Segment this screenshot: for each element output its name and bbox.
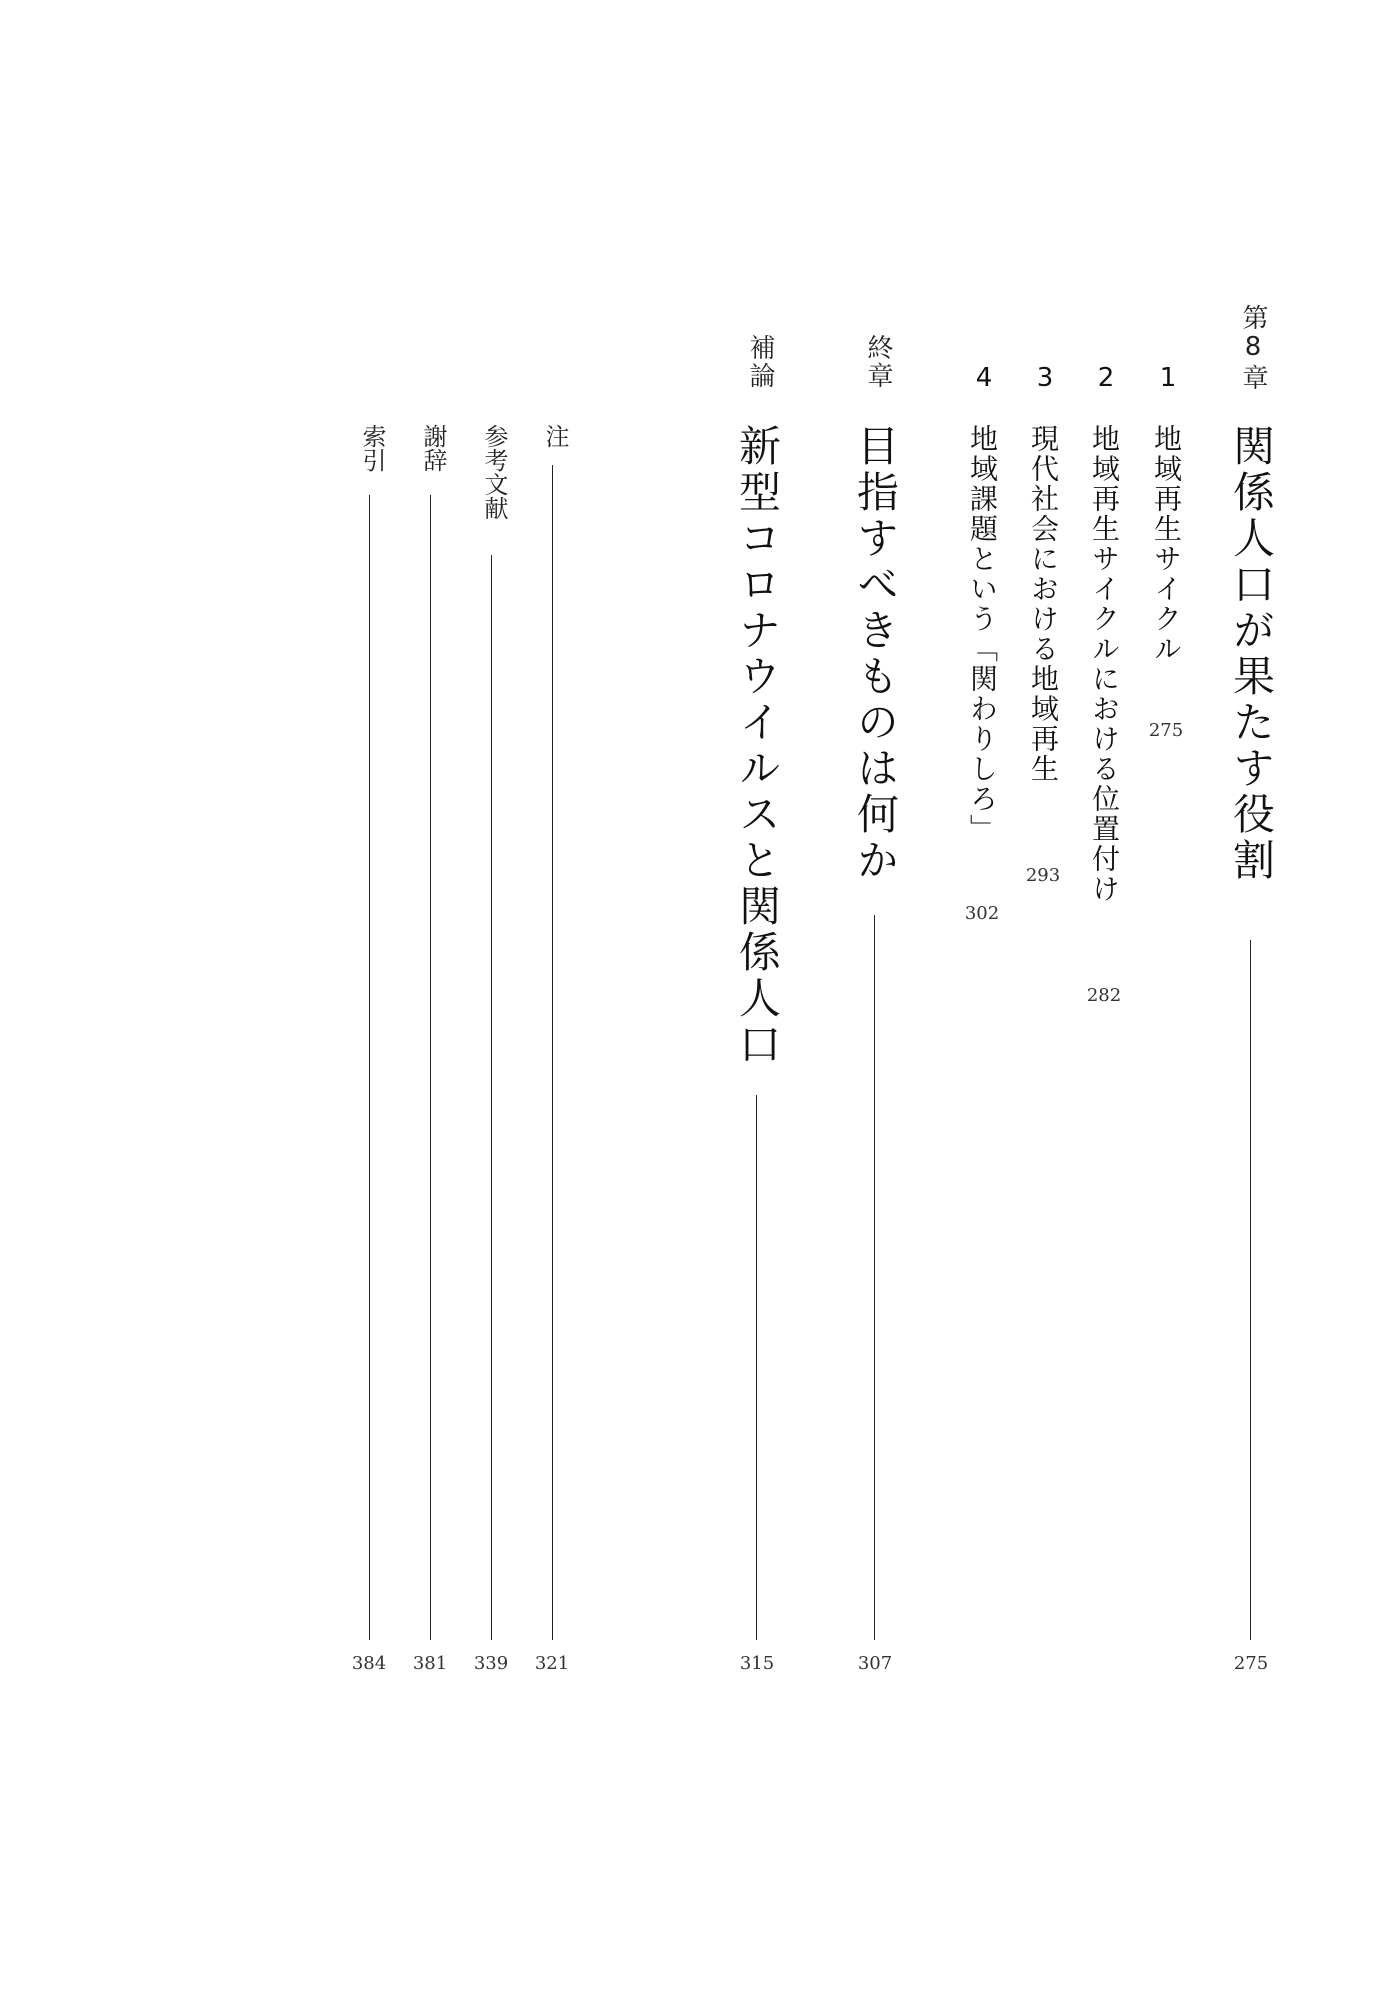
page-number: 321: [534, 1653, 570, 1674]
leader-line: [1250, 940, 1251, 1640]
section-number: 4: [975, 363, 993, 393]
section-number: 2: [1097, 363, 1115, 393]
leader-line: [430, 495, 431, 1640]
backmatter-title: 索引: [358, 424, 386, 472]
section-title: 地域再生サイクルにおける位置付け: [1088, 424, 1121, 904]
leader-line: [491, 555, 492, 1640]
page-number: 302: [964, 903, 1000, 924]
chapter-title: 関係人口が果たす役割: [1227, 424, 1276, 884]
backmatter-title: 参考文献: [480, 424, 508, 520]
chapter-title: 新型コロナウイルスと関係人口: [733, 424, 782, 1068]
section-number: 3: [1036, 363, 1054, 393]
chapter-label: 終章: [863, 334, 893, 390]
leader-line: [369, 495, 370, 1640]
page-number: 339: [473, 1653, 509, 1674]
backmatter-title: 謝辞: [419, 424, 447, 472]
leader-line: [874, 915, 875, 1640]
section-title: 現代社会における地域再生: [1027, 424, 1060, 784]
page-number: 307: [857, 1653, 893, 1674]
leader-line: [756, 1095, 757, 1640]
page-number: 381: [412, 1653, 448, 1674]
section-title: 地域再生サイクル: [1150, 424, 1183, 664]
chapter-title: 目指すべきものは何か: [851, 424, 900, 884]
chapter-label: 第8章: [1238, 304, 1268, 392]
page-number: 275: [1233, 1653, 1269, 1674]
section-number: 1: [1159, 363, 1177, 393]
leader-line: [552, 465, 553, 1640]
section-title: 地域課題という「関わりしろ」: [966, 424, 999, 844]
page-number: 282: [1086, 985, 1122, 1006]
backmatter-title: 注: [541, 424, 569, 448]
page-number: 315: [739, 1653, 775, 1674]
chapter-label: 補論: [745, 334, 775, 390]
page-number: 275: [1148, 720, 1184, 741]
page-number: 384: [351, 1653, 387, 1674]
page-number: 293: [1025, 865, 1061, 886]
